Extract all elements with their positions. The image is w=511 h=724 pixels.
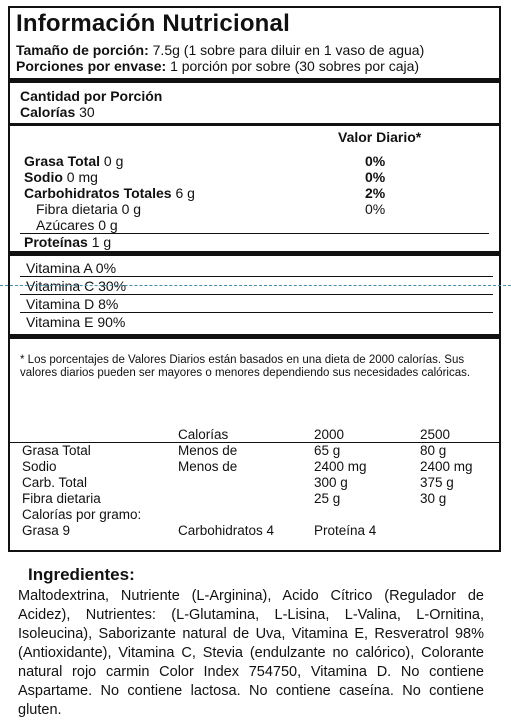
divider-thick bbox=[10, 334, 499, 339]
nutrient-amount: 0 g bbox=[103, 153, 124, 169]
panel-title: Información Nutricional bbox=[16, 10, 290, 37]
nutrient-amount: 0 g bbox=[121, 201, 142, 217]
servings-label: Porciones por envase: bbox=[16, 58, 167, 74]
divider-thick bbox=[10, 78, 499, 83]
servings-value: 1 porción por sobre (30 sobres por caja) bbox=[170, 58, 420, 74]
vitamin-label: Vitamina E 90% bbox=[26, 314, 126, 330]
ref-row-label: Grasa Total bbox=[22, 443, 91, 458]
vitamin-label: Vitamina C 30% bbox=[26, 278, 127, 294]
guide-line bbox=[0, 285, 511, 286]
vitamin-row bbox=[20, 259, 493, 277]
nutrient-label: Grasa Total bbox=[24, 153, 100, 169]
ref-row-qualifier: Menos de bbox=[178, 459, 238, 474]
ref-row-2500: 30 g bbox=[420, 491, 447, 506]
ref-row-label: Fibra dietaria bbox=[22, 491, 101, 506]
ingredients-heading: Ingredientes: bbox=[28, 565, 135, 584]
nutrient-amount: 0 g bbox=[98, 217, 118, 233]
nutrient-dv: 0% bbox=[365, 201, 386, 217]
nutrient-dv: 2% bbox=[365, 185, 386, 201]
divider-medium bbox=[10, 123, 499, 126]
amount-heading: Cantidad por Porción bbox=[20, 88, 163, 104]
ref-header-2500: 2500 bbox=[420, 427, 451, 442]
ref-row-2000: 25 g bbox=[314, 491, 341, 506]
calories-label: Calorías bbox=[20, 104, 76, 120]
nutrient-dv: 0% bbox=[365, 153, 386, 169]
serving-size-value: 7.5g (1 sobre para diluir en 1 vaso de agua) bbox=[152, 42, 425, 58]
ref-header-calories: Calorías bbox=[178, 427, 229, 442]
nutrient-label: Azúcares bbox=[36, 217, 95, 233]
ref-row-2000: 2400 mg bbox=[314, 459, 367, 474]
calories-line bbox=[20, 104, 95, 120]
nutrient-row bbox=[36, 217, 118, 233]
daily-value-heading: Valor Diario* bbox=[338, 129, 422, 145]
nutrient-row bbox=[36, 201, 141, 217]
servings-line bbox=[16, 58, 419, 74]
ref-header-2000: 2000 bbox=[314, 427, 345, 442]
nutrient-row bbox=[24, 234, 111, 250]
vitamin-label: Vitamina A 0% bbox=[26, 260, 117, 276]
serving-size-label: Tamaño de porción: bbox=[16, 42, 149, 58]
nutrient-amount: 0 mg bbox=[66, 169, 98, 185]
divider-thick bbox=[10, 251, 499, 256]
ref-row-2500: 2400 mg bbox=[420, 459, 473, 474]
vitamin-row bbox=[20, 313, 493, 331]
vitamin-row bbox=[20, 295, 493, 313]
nutrient-amount: 6 g bbox=[175, 185, 195, 201]
nutrition-facts-panel bbox=[8, 6, 501, 552]
nutrient-amount: 1 g bbox=[91, 234, 112, 250]
per-gram-fat: Grasa 9 bbox=[22, 523, 71, 538]
nutrient-row bbox=[24, 153, 123, 169]
nutrient-row bbox=[24, 185, 195, 201]
per-gram-protein: Proteína 4 bbox=[314, 523, 377, 538]
ref-row-2000: 65 g bbox=[314, 443, 341, 458]
nutrient-row bbox=[24, 169, 98, 185]
ref-row-2500: 80 g bbox=[420, 443, 447, 458]
calories-value: 30 bbox=[79, 104, 95, 120]
ref-row-label: Carb. Total bbox=[22, 475, 88, 490]
nutrient-label: Carbohidratos Totales bbox=[24, 185, 172, 201]
vitamin-label: Vitamina D 8% bbox=[26, 296, 119, 312]
nutrient-label: Sodio bbox=[24, 169, 63, 185]
ingredients-text: Maltodextrina, Nutriente (L-Arginina), Acido Cítrico (Regulador de Acidez), Nutrientes: (L-Glutamina, L-Lisina, L-Valina, L-Ornitina, Isoleucina), Saborizante natural de Uva, Vitamina E, Resveratrol 98% (Antioxidante), Vitamina C, Stevia (endulzante no calórico), Colorante natural rojo carmin Color Index 754750, Vitamina D. No contiene Aspartame. No contiene lactosa. No contiene caseína. No contiene gluten. bbox=[18, 588, 484, 718]
ref-row-2000: 300 g bbox=[314, 475, 348, 490]
ref-row-label: Sodio bbox=[22, 459, 57, 474]
serving-size-line bbox=[16, 42, 424, 58]
per-gram-label: Calorías por gramo: bbox=[22, 507, 142, 522]
nutrient-label: Fibra dietaria bbox=[36, 201, 118, 217]
per-gram-carbs: Carbohidratos 4 bbox=[178, 523, 275, 538]
daily-value-footnote: * Los porcentajes de Valores Diarios están basados en una dieta de 2000 calorías. Sus valores diarios pueden ser mayores o menores dependiendo sus necesidades calóricas. bbox=[20, 354, 471, 379]
nutrient-label: Proteínas bbox=[24, 234, 88, 250]
ref-row-2500: 375 g bbox=[420, 475, 454, 490]
ref-row-qualifier: Menos de bbox=[178, 443, 238, 458]
nutrient-dv: 0% bbox=[365, 169, 386, 185]
vitamin-row bbox=[20, 277, 493, 295]
